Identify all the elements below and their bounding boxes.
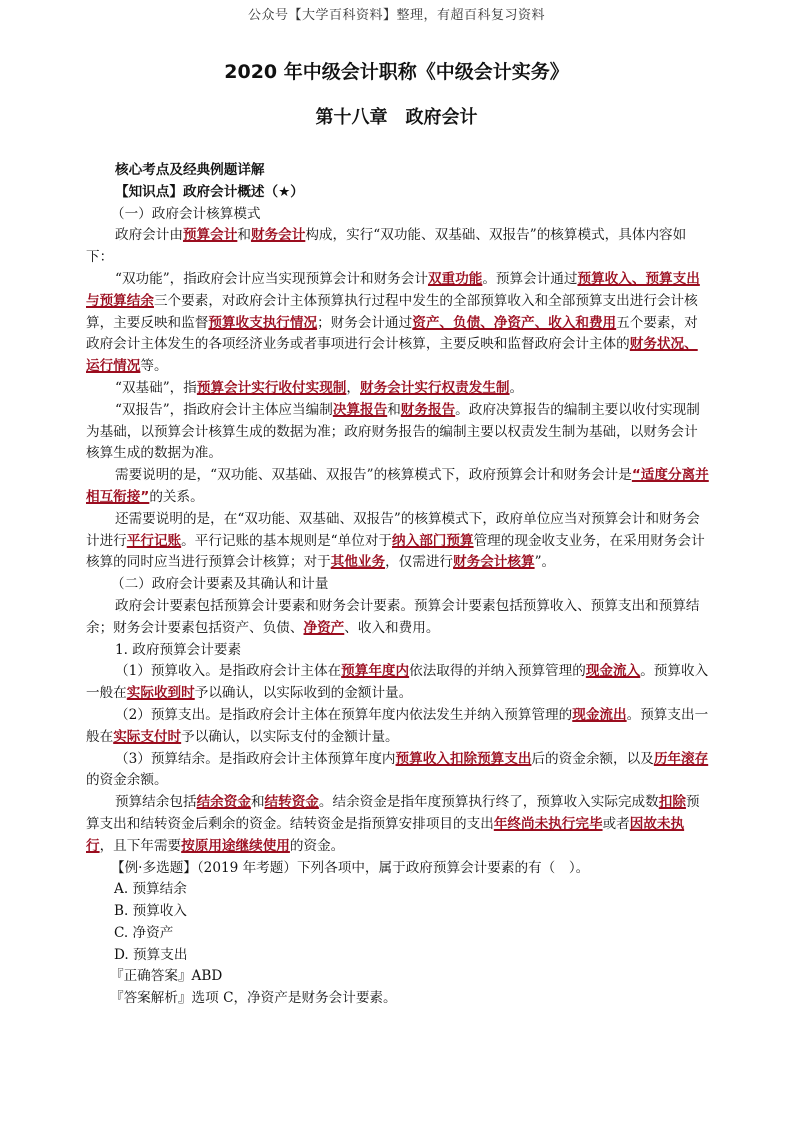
option-c: C. 净资产	[114, 924, 174, 941]
highlighted-term: 其他业务	[330, 554, 386, 571]
highlighted-term: 结转资金	[264, 794, 319, 811]
highlighted-term: 按原用途继续使用	[181, 837, 290, 854]
text-segment: ”。	[534, 554, 556, 571]
highlighted-term: 结余资金	[196, 794, 251, 811]
text-segment: 预算支出和结转资金后剩余的资金。结转资金是指预算安排项目的支出	[86, 794, 700, 832]
text-segment: ，且下年需要	[99, 837, 182, 854]
subsection-title: （二）政府会计要素及其确认和计量	[111, 576, 329, 593]
highlighted-term: 财务会计	[250, 227, 306, 244]
highlighted-term: “适度分离并相互衔接”	[86, 467, 709, 505]
highlighted-term: 平行记账	[126, 532, 182, 549]
highlighted-term: 预算收支执行情况	[208, 314, 318, 331]
paragraph	[86, 225, 711, 269]
text-segment: 三个要素，对政府会计主体预算执行过程中发生的全部预算收入和全部预算支出进行会计核算，主要反映和监督	[86, 292, 698, 331]
document-title: 2020 年中级会计职称《中级会计实务》	[224, 61, 569, 83]
highlighted-term: 实际收到时	[126, 685, 195, 702]
correct-answer: 『正确答案』ABD	[110, 968, 223, 985]
text-segment: 和	[387, 401, 401, 418]
text-segment: 。预算收入一般在	[86, 663, 709, 702]
text-segment: （1）预算收入。是指政府会计主体在	[115, 663, 342, 680]
paragraph	[86, 378, 711, 400]
paragraph	[86, 509, 711, 574]
subsection-title: （一）政府会计核算模式	[111, 205, 261, 222]
highlighted-term: 财务状况、运行情况	[86, 336, 698, 375]
text-segment: ，	[346, 379, 360, 396]
text-segment: 的资金。	[289, 837, 345, 854]
paragraph	[86, 705, 711, 749]
paragraph	[86, 792, 711, 857]
text-segment: 政府会计要素包括预算会计要素和财务会计要素。预算会计要素包括预算收入、预算支出和预算结余；财务会计要素包括资产、负债、	[86, 597, 700, 636]
highlighted-term: 预算会计	[182, 227, 238, 244]
text-segment: 和	[237, 227, 251, 244]
text-segment: “双基础”，指	[115, 379, 197, 396]
highlighted-term: 预算收入、预算支出与预算结余	[86, 270, 700, 309]
highlighted-term: 预算收入扣除预算支出	[395, 750, 532, 767]
option-b: B. 预算收入	[114, 903, 188, 920]
chapter-title: 第十八章 政府会计	[315, 107, 478, 128]
highlighted-term: 预算年度内	[341, 663, 410, 680]
highlighted-term: 纳入部门预算	[392, 532, 474, 549]
text-segment: 等。	[140, 358, 168, 375]
text-segment: 。预算会计通过	[482, 270, 578, 287]
text-segment: 构成，实行“双功能、双基础、双报告”的核算模式，具体内容如下：	[86, 227, 687, 266]
paragraph	[86, 596, 711, 640]
text-segment: 。政府决算报告的编制主要以收付实现制为基础，以预算会计核算生成的数据为准；政府财务报告的编制主要以权责发生制为基础，以财务会计核算生成的数据为准。	[86, 401, 700, 462]
paragraph	[86, 269, 711, 378]
text-segment: 的资金余额。	[86, 772, 168, 789]
text-segment: （2）预算支出。是指政府会计主体在预算年度内依法发生并纳入预算管理的	[115, 706, 573, 723]
text-segment: 或者	[602, 815, 630, 832]
highlighted-term: 年终尚未执行完毕	[493, 815, 603, 832]
text-segment: 。结余资金是指年度预算执行终了，预算收入实际完成数	[318, 794, 659, 811]
text-segment: 和	[250, 794, 265, 811]
paragraph	[86, 661, 711, 705]
text-segment: 。预算支出一般在	[86, 706, 709, 745]
option-d: D. 预算支出	[114, 946, 188, 963]
document-body	[86, 160, 711, 1010]
highlighted-term: 双重功能	[427, 270, 483, 287]
highlighted-term: 决算报告	[332, 401, 388, 418]
text-segment: ；财务会计通过	[317, 314, 413, 331]
text-segment: 需要说明的是，“双功能、双基础、双报告”的核算模式下，政府预算会计和财务会计是	[115, 467, 632, 484]
header-note: 公众号【大学百科资料】整理，有超百科复习资料	[247, 8, 545, 23]
highlighted-term: 因故未执行	[86, 815, 685, 854]
text-segment: 。	[509, 379, 524, 396]
highlighted-term: 扣除	[658, 794, 686, 811]
subsection-title: 1. 政府预算会计要素	[115, 641, 242, 658]
highlighted-term: 预算会计实行收付实现制	[196, 379, 347, 396]
highlighted-term: 财务报告	[400, 401, 456, 418]
paragraph	[86, 465, 711, 509]
text-segment: 管理的现金收支业务，在采用财务会计核算的同时应当进行预算会计核算；对于	[86, 532, 705, 571]
highlighted-term: 实际支付时	[113, 728, 182, 745]
highlighted-term: 现金流入	[585, 663, 641, 680]
highlighted-term: 资产、负债、净资产、收入和费用	[412, 314, 617, 331]
text-segment: ，仅需进行	[385, 554, 454, 571]
paragraph	[86, 749, 711, 793]
option-a: A. 预算结余	[114, 881, 187, 898]
answer-analysis: 『答案解析』选项 C，净资产是财务会计要素。	[110, 990, 397, 1007]
text-segment: 还需要说明的是，在“双功能、双基础、双报告”的核算模式下，政府单位应当对预算会计和财务会计进行	[86, 510, 700, 549]
text-segment: 政府会计由	[115, 227, 183, 244]
text-segment: 预算结余包括	[115, 794, 197, 811]
text-segment: “双报告”，指政府会计主体应当编制	[115, 401, 333, 418]
text-segment: 后的资金余额，以及	[531, 750, 654, 767]
highlighted-term: 财务会计核算	[453, 554, 535, 571]
highlighted-term: 现金流出	[572, 706, 627, 723]
example-question: 【例·多选题】（2019 年考题）下列各项中，属于政府预算会计要素的有（ ）。	[111, 859, 590, 876]
paragraph	[86, 400, 711, 465]
text-segment: “双功能”，指政府会计应当实现预算会计和财务会计	[115, 270, 428, 287]
text-segment: 依法取得的并纳入预算管理的	[409, 663, 586, 680]
text-segment: 的关系。	[149, 488, 204, 505]
text-segment: 予以确认，以实际收到的金额计量。	[194, 685, 413, 702]
highlighted-term: 历年滚存	[653, 750, 709, 767]
knowledge-point-heading: 【知识点】政府会计概述（★）	[115, 183, 304, 200]
text-segment: 。平行记账的基本规则是“单位对于	[181, 532, 393, 549]
text-segment: （3）预算结余。是指政府会计主体预算年度内	[115, 750, 396, 767]
text-segment: 五个要素，对政府会计主体发生的各项经济业务或者事项进行会计核算，主要反映和监督政府会计主体的	[86, 314, 698, 353]
section-heading: 核心考点及经典例题详解	[115, 162, 265, 178]
highlighted-term: 财务会计实行权责发生制	[360, 379, 510, 396]
text-segment: 予以确认，以实际支付的金额计量。	[181, 728, 399, 745]
text-segment: 、收入和费用。	[344, 619, 440, 636]
highlighted-term: 净资产	[303, 619, 345, 636]
